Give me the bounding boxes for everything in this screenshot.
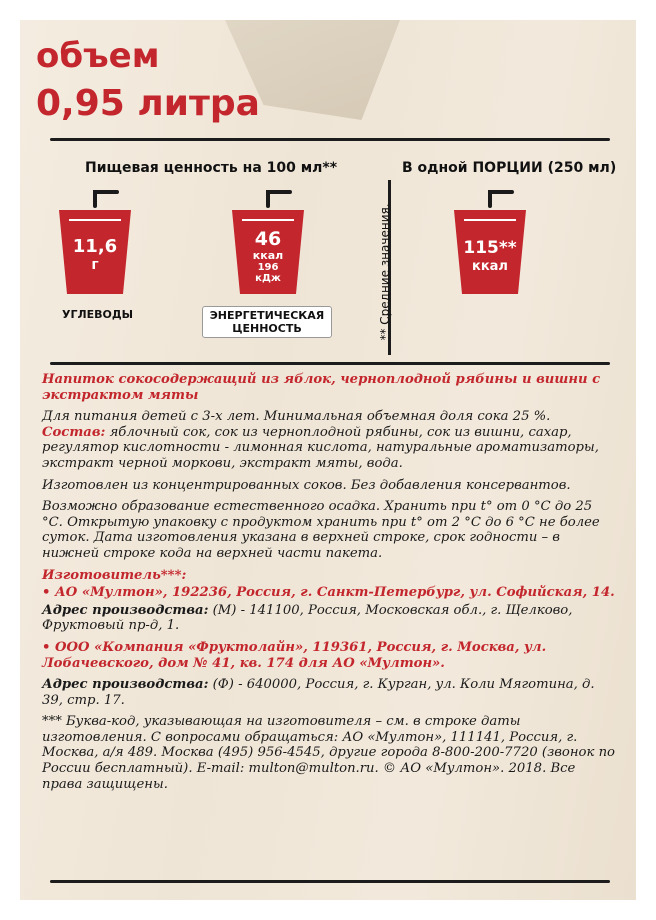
product-title: Напиток сокосодержащий из яблок, черноплодной рябины и вишни с экстрактом мяты xyxy=(42,372,601,403)
manufacturer-label: Изготовитель***: xyxy=(42,567,187,583)
carbs-label: УГЛЕВОДЫ xyxy=(62,308,134,321)
energy-value: 46 xyxy=(254,228,282,250)
portion-value: 115** xyxy=(463,238,517,258)
production-address-text-1: (М) - 141100, Россия, Московская обл., г. Щелково, Фруктовый пр-д, 1. xyxy=(42,602,573,634)
energy-label xyxy=(202,306,332,338)
portion-unit: ккал xyxy=(472,259,508,274)
energy-kj-value: 196 xyxy=(257,262,279,273)
production-address-label-1: Адрес производства: xyxy=(42,602,209,618)
carbs-unit: г xyxy=(91,257,99,273)
volume-heading xyxy=(36,32,260,128)
carbs-cup-icon xyxy=(55,190,135,294)
footnote: *** Буква-код, указывающая на изготовителя – см. в строке даты изготовления. С вопросами обращаться: АО «Мултон», 111141, Россия, г. Москва, а/я 489. Москва (495) 956-4545, другие города 8-800-200-7720 (звонок по России бесплатный). E-mail: multon@multon.ru. © АО «Мултон». 2018. Все права защищены. xyxy=(42,714,615,792)
energy-label-line-2: ЦЕННОСТЬ xyxy=(232,322,302,335)
concentrate-note: Изготовлен из концентрированных соков. Без добавления консервантов. xyxy=(42,477,571,493)
middle-rule xyxy=(50,362,610,365)
composition-label: Состав: xyxy=(42,424,106,440)
production-address-text-2: (Ф) - 640000, Россия, г. Курган, ул. Коли Мяготина, д. 39, стр. 17. xyxy=(42,677,595,708)
manufacturer-1: • АО «Мултон», 192236, Россия, г. Санкт-Петербург, ул. Софийская, 14. xyxy=(42,585,615,601)
composition-text: яблочный сок, сок из черноплодной рябины, сок из вишни, сахар, регулятор кислотности - лимонная кислота, натуральные ароматизаторы, экстракт черной моркови, экстракт мяты, вода. xyxy=(42,424,599,471)
average-values-note: ** Средние значения. xyxy=(378,203,392,341)
energy-label-line-1: ЭНЕРГЕТИЧЕСКАЯ xyxy=(209,309,325,322)
production-address-1 xyxy=(42,603,617,634)
product-description xyxy=(42,372,617,798)
manufacturer-2: • ООО «Компания «Фруктолайн», 119361, Россия, г. Москва, ул. Лобачевского, дом № 41, кв. 174 для АО «Мултон». xyxy=(42,639,547,671)
package-panel xyxy=(20,20,636,900)
energy-kj-unit: кДж xyxy=(255,273,281,284)
portion-cup-icon xyxy=(450,190,530,294)
age-juice-share: Для питания детей с 3-х лет. Минимальная объемная доля сока 25 %. xyxy=(42,409,551,425)
top-rule xyxy=(50,138,610,141)
storage-note: Возможно образование естественного осадка. Хранить при t° от 0 °С до 25 °С. Открытую упаковку с продуктом хранить при t° от 2 °С до 6 °С не более суток. Дата изготовления указана в верхней строке, срок годности – в нижней строке кода на верхней части пакета. xyxy=(42,499,600,561)
production-address-label-2: Адрес производства: xyxy=(42,677,209,693)
production-address-2 xyxy=(42,677,617,708)
bottom-rule xyxy=(50,880,610,883)
portion-header: В одной ПОРЦИИ (250 мл) xyxy=(402,160,617,176)
composition-block xyxy=(42,425,617,472)
per100-header: Пищевая ценность на 100 мл** xyxy=(85,160,338,176)
volume-line-2: 0,95 литра xyxy=(36,83,260,124)
energy-cup-icon xyxy=(228,190,308,294)
carbs-value: 11,6 xyxy=(72,236,118,257)
volume-line-1: объем xyxy=(36,36,160,76)
energy-unit: ккал xyxy=(252,249,284,262)
